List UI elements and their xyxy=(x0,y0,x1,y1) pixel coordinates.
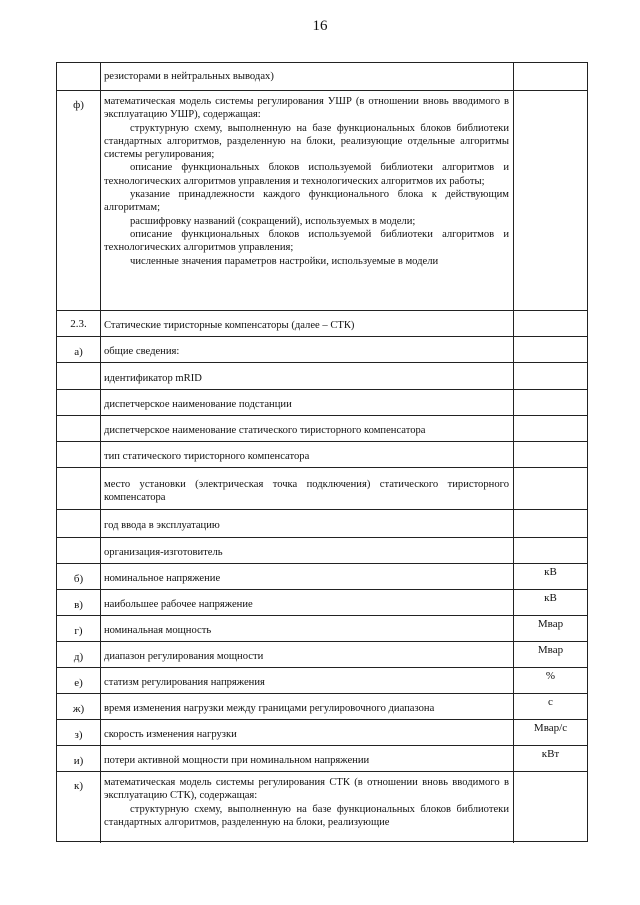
row-code: е) xyxy=(74,676,83,689)
row-unit: Мвар/с xyxy=(533,722,568,734)
column-divider xyxy=(513,510,514,538)
description-paragraph: структурную схему, выполненную на базе функциональных блоков библиотеки стандартных алгоритмов, разделенную на блоки, реализующие xyxy=(104,803,509,828)
row-description xyxy=(104,478,509,505)
description-text: тип статического тиристорного компенсатора xyxy=(104,451,310,463)
column-divider xyxy=(513,63,514,91)
table-row xyxy=(56,467,588,509)
description-text: диапазон регулирования мощности xyxy=(104,651,264,663)
row-code: г) xyxy=(74,624,83,637)
description-text: общие сведения: xyxy=(104,346,180,358)
column-divider xyxy=(100,668,101,694)
description-text: место установки (электрическая точка подключения) статического тиристорного компенсатора xyxy=(104,478,509,503)
table-row xyxy=(56,589,588,615)
row-description xyxy=(104,372,509,385)
row-description xyxy=(104,424,509,437)
row-description xyxy=(104,345,509,358)
description-text: год ввода в эксплуатацию xyxy=(104,520,220,532)
table-row xyxy=(56,537,588,563)
column-divider xyxy=(100,772,101,843)
row-description xyxy=(104,319,509,332)
row-description xyxy=(104,776,509,829)
column-divider xyxy=(100,510,101,538)
description-text: Статические тиристорные компенсаторы (далее – СТК) xyxy=(104,320,355,332)
description-paragraph: описание функциональных блоков используемой библиотеки алгоритмов и технологических алгоритмов управления; xyxy=(104,228,509,254)
description-text: диспетчерское наименование статического тиристорного компенсатора xyxy=(104,425,426,437)
description-text: наибольшее рабочее напряжение xyxy=(104,599,253,611)
table-row xyxy=(56,719,588,745)
column-divider xyxy=(513,538,514,564)
table-row xyxy=(56,362,588,389)
page-number: 16 xyxy=(312,18,328,34)
description-text: статизм регулирования напряжения xyxy=(104,677,265,689)
row-description xyxy=(104,70,509,83)
row-code: и) xyxy=(73,754,84,767)
description-text: номинальная мощность xyxy=(104,625,212,637)
table-row xyxy=(56,336,588,362)
table-row xyxy=(56,415,588,441)
column-divider xyxy=(100,91,101,311)
row-unit: кВт xyxy=(541,748,560,760)
row-description xyxy=(104,450,509,463)
column-divider xyxy=(100,694,101,720)
row-unit: кВ xyxy=(544,592,557,604)
table-row xyxy=(56,310,588,336)
description-paragraph: расшифровку названий (сокращений), используемых в модели; xyxy=(130,215,416,227)
table-row xyxy=(56,441,588,467)
description-paragraph: описание функциональных блоков используемой библиотеки алгоритмов и технологических алгоритмов управления и технологических алгоритмов их работы; xyxy=(104,162,509,187)
row-description xyxy=(104,572,509,585)
table-row xyxy=(56,62,588,90)
row-code: ф) xyxy=(73,99,84,111)
description-text: диспетчерское наименование подстанции xyxy=(104,399,292,411)
row-description xyxy=(104,676,509,689)
table-row xyxy=(56,509,588,537)
description-text: время изменения нагрузки между границами регулировочного диапазона xyxy=(104,703,435,715)
row-unit: Мвар xyxy=(537,644,564,656)
row-code: з) xyxy=(74,728,83,741)
description-paragraph: численные значения параметров настройки, используемые в модели xyxy=(130,255,439,267)
row-code: в) xyxy=(74,598,83,611)
column-divider xyxy=(513,363,514,390)
column-divider xyxy=(513,442,514,468)
column-divider xyxy=(100,416,101,442)
row-code: б) xyxy=(73,572,84,585)
row-description xyxy=(104,519,509,532)
column-divider xyxy=(513,468,514,510)
table-row xyxy=(56,641,588,667)
column-divider xyxy=(100,538,101,564)
table-row xyxy=(56,389,588,415)
column-divider xyxy=(100,720,101,746)
row-unit: кВ xyxy=(544,566,557,578)
description-text: скорость изменения нагрузки xyxy=(104,729,237,741)
table-row xyxy=(56,693,588,719)
row-description xyxy=(104,754,509,767)
column-divider xyxy=(100,468,101,510)
row-unit: Мвар xyxy=(537,618,564,630)
column-divider xyxy=(513,416,514,442)
row-description xyxy=(104,728,509,741)
description-paragraph: указание принадлежности каждого функционального блока к действующим алгоритмам; xyxy=(104,189,509,214)
column-divider xyxy=(100,337,101,363)
description-text: организация-изготовитель xyxy=(104,547,223,559)
column-divider xyxy=(100,642,101,668)
column-divider xyxy=(100,363,101,390)
table-row xyxy=(56,615,588,641)
row-unit: с xyxy=(548,696,553,708)
row-description xyxy=(104,650,509,663)
column-divider xyxy=(513,772,514,843)
description-text: номинальное напряжение xyxy=(104,573,221,585)
row-description xyxy=(104,702,509,715)
row-code: к) xyxy=(73,780,83,792)
column-divider xyxy=(513,91,514,311)
row-description xyxy=(104,546,509,559)
column-divider xyxy=(100,390,101,416)
column-divider xyxy=(100,746,101,772)
description-text: резисторами в нейтральных выводах) xyxy=(104,71,274,82)
row-description xyxy=(104,598,509,611)
row-code: д) xyxy=(73,650,84,663)
description-text: идентификатор mRID xyxy=(104,372,202,384)
row-description xyxy=(104,95,509,268)
column-divider xyxy=(100,63,101,91)
row-code: а) xyxy=(74,345,83,358)
description-text: потери активной мощности при номинальном напряжении xyxy=(104,755,370,767)
row-description xyxy=(104,398,509,411)
table-row xyxy=(56,667,588,693)
description-paragraph: математическая модель системы регулирования УШР (в отношении вновь вводимого в эксплуатацию УШР), содержащая: xyxy=(104,96,509,121)
column-divider xyxy=(513,311,514,337)
table-row xyxy=(56,745,588,771)
column-divider xyxy=(100,311,101,337)
table-row xyxy=(56,563,588,589)
table-row xyxy=(56,771,588,842)
table-row xyxy=(56,90,588,310)
row-unit: % xyxy=(545,670,556,682)
description-paragraph: структурную схему, выполненную на базе функциональных блоков библиотеки стандартных алгоритмов, разделенную на блоки, реализующие отдельные алгоритмы системы регулирования; xyxy=(104,122,509,161)
row-description xyxy=(104,624,509,637)
column-divider xyxy=(100,590,101,616)
column-divider xyxy=(100,616,101,642)
column-divider xyxy=(513,337,514,363)
description-paragraph: математическая модель системы регулирования СТК (в отношении вновь вводимого в эксплуатацию СТК), содержащая: xyxy=(104,777,509,802)
column-divider xyxy=(100,442,101,468)
column-divider xyxy=(100,564,101,590)
row-code: 2.3. xyxy=(70,318,87,330)
row-code: ж) xyxy=(72,702,85,715)
column-divider xyxy=(513,390,514,416)
